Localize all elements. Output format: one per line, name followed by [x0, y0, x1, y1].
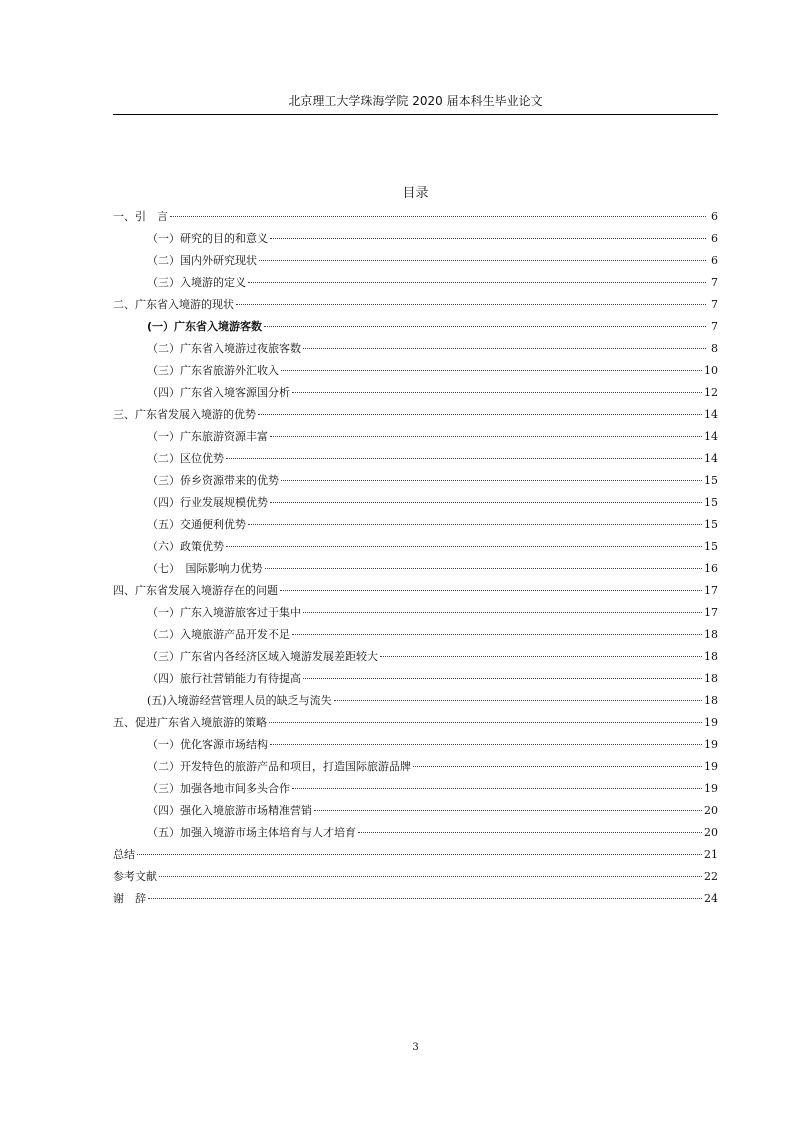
toc-entry[interactable] [113, 624, 718, 646]
dot-leader [303, 348, 706, 349]
toc-entry-page: 6 [711, 232, 718, 245]
dot-leader [270, 238, 706, 239]
toc-entry-title: （一）广东旅游资源丰富 [147, 430, 268, 443]
toc-entry-page: 15 [704, 474, 718, 487]
toc-entry-title: (一）广东省入境游客数 [147, 320, 263, 333]
toc-entry-title: （三）广东省旅游外汇收入 [147, 364, 279, 377]
dot-leader [270, 744, 702, 745]
toc-entry[interactable] [113, 272, 718, 294]
toc-entry-page: 17 [704, 584, 718, 597]
toc-entry-title: （六）政策优势 [147, 540, 224, 553]
toc-entry[interactable] [113, 866, 718, 888]
header-rule [113, 114, 718, 115]
dot-leader [314, 810, 702, 811]
toc-entry[interactable] [113, 360, 718, 382]
toc-entry-page: 17 [704, 606, 718, 619]
toc-entry-page: 19 [704, 738, 718, 751]
toc-entry[interactable] [113, 228, 718, 250]
toc-entry[interactable] [113, 668, 718, 690]
toc-entry-page: 20 [704, 826, 718, 839]
dot-leader [259, 260, 706, 261]
toc-entry-title: （三）广东省内各经济区域入境游发展差距较大 [147, 650, 378, 663]
toc-entry-page: 15 [704, 496, 718, 509]
toc-entry[interactable] [113, 558, 718, 580]
toc-entry-page: 15 [704, 518, 718, 531]
dot-leader [292, 392, 702, 393]
toc-entry-page: 10 [704, 364, 718, 377]
toc-entry-page: 18 [704, 694, 718, 707]
toc-entry-title: 三、广东省发展入境游的优势 [113, 408, 256, 421]
toc-entry-title: （二）国内外研究现状 [147, 254, 257, 267]
toc-entry[interactable] [113, 602, 718, 624]
toc-entry-title: 谢 辞 [113, 892, 146, 905]
toc-entry-title: （七） 国际影响力优势 [147, 562, 263, 575]
toc-entry-title: （五）加强入境游市场主体培育与人才培育 [147, 826, 356, 839]
toc-entry-page: 7 [711, 320, 718, 333]
toc-entry[interactable] [113, 448, 718, 470]
dot-leader [258, 414, 702, 415]
toc-entry[interactable] [113, 778, 718, 800]
toc-entry-page: 19 [704, 716, 718, 729]
toc-entry-title: （四）旅行社营销能力有待提高 [147, 672, 301, 685]
toc-entry-title: （四）行业发展规模优势 [147, 496, 268, 509]
toc-entry[interactable] [113, 426, 718, 448]
toc-entry-page: 20 [704, 804, 718, 817]
toc-entry[interactable] [113, 536, 718, 558]
toc-entry[interactable] [113, 756, 718, 778]
toc-entry[interactable] [113, 712, 718, 734]
toc-entry-page: 7 [711, 298, 718, 311]
toc-entry-page: 14 [704, 430, 718, 443]
toc-entry-title: （二）入境旅游产品开发不足 [147, 628, 290, 641]
dot-leader [292, 788, 702, 789]
toc-entry-page: 21 [704, 848, 718, 861]
toc-entry[interactable] [113, 690, 718, 712]
toc-entry-page: 19 [704, 760, 718, 773]
toc-entry-page: 18 [704, 650, 718, 663]
toc-entry-page: 6 [711, 210, 718, 223]
toc-entry-title: （三）入境游的定义 [147, 276, 246, 289]
toc-entry[interactable] [113, 470, 718, 492]
toc-entry-page: 24 [704, 892, 718, 905]
toc-entry-page: 18 [704, 672, 718, 685]
dot-leader [264, 326, 706, 327]
toc-entry-title: （四）强化入境旅游市场精准营销 [147, 804, 312, 817]
toc-entry-page: 19 [704, 782, 718, 795]
dot-leader [269, 722, 702, 723]
dot-leader [280, 590, 702, 591]
toc-entry-title: 总结 [113, 848, 135, 861]
dot-leader [281, 480, 702, 481]
toc-entry[interactable] [113, 338, 718, 360]
dot-leader [226, 458, 702, 459]
toc-entry[interactable] [113, 382, 718, 404]
dot-leader [248, 524, 702, 525]
toc-entry-title: （一）优化客源市场结构 [147, 738, 268, 751]
toc-entry-page: 7 [711, 276, 718, 289]
dot-leader [159, 876, 702, 877]
dot-leader [380, 656, 702, 657]
toc-entry-title: 二、广东省入境游的现状 [113, 298, 234, 311]
toc-entry[interactable] [113, 514, 718, 536]
page-number: 3 [412, 1042, 419, 1053]
page-header: 北京理工大学珠海学院 2020 届本科生毕业论文 [288, 94, 543, 108]
toc-entry-page: 16 [704, 562, 718, 575]
dot-leader [413, 766, 702, 767]
toc-entry[interactable] [113, 646, 718, 668]
dot-leader [303, 678, 702, 679]
dot-leader [148, 898, 702, 899]
dot-leader [358, 832, 702, 833]
toc-title: 目录 [402, 186, 429, 201]
toc-entry[interactable] [113, 844, 718, 866]
toc-entry-page: 8 [711, 342, 718, 355]
toc-entry-title: （二）广东省入境游过夜旅客数 [147, 342, 301, 355]
toc-entry-title: （三）加强各地市间多头合作 [147, 782, 290, 795]
dot-leader [334, 700, 702, 701]
toc-entry-title: （四）广东省入境客源国分析 [147, 386, 290, 399]
toc-entry[interactable] [113, 580, 718, 602]
toc-entry-title: （三）侨乡资源带来的优势 [147, 474, 279, 487]
dot-leader [270, 502, 702, 503]
dot-leader [170, 216, 706, 217]
toc-entry-title: （五）交通便利优势 [147, 518, 246, 531]
toc-entry-title: 参考文献 [113, 870, 157, 883]
toc-entry-page: 15 [704, 540, 718, 553]
dot-leader [236, 304, 706, 305]
toc-entry-page: 12 [704, 386, 718, 399]
dot-leader [303, 612, 702, 613]
dot-leader [265, 568, 703, 569]
toc-entry[interactable] [113, 800, 718, 822]
toc-entry-page: 14 [704, 408, 718, 421]
toc-entry[interactable] [113, 404, 718, 426]
toc-entry[interactable] [113, 250, 718, 272]
toc-entry-title: （二）开发特色的旅游产品和项目，打造国际旅游品牌 [147, 760, 411, 773]
table-of-contents [113, 206, 718, 910]
toc-entry-title: (五)入境游经营管理人员的缺乏与流失 [147, 694, 332, 707]
toc-entry-page: 22 [704, 870, 718, 883]
toc-entry-title: 四、广东省发展入境游存在的问题 [113, 584, 278, 597]
toc-entry[interactable] [113, 492, 718, 514]
toc-entry[interactable] [113, 206, 718, 228]
toc-entry-title: （一）研究的目的和意义 [147, 232, 268, 245]
dot-leader [137, 854, 702, 855]
dot-leader [248, 282, 706, 283]
toc-entry[interactable] [113, 888, 718, 910]
toc-entry-title: （二）区位优势 [147, 452, 224, 465]
toc-entry[interactable] [113, 316, 718, 338]
toc-entry[interactable] [113, 734, 718, 756]
toc-entry-page: 18 [704, 628, 718, 641]
toc-entry-title: 一、引 言 [113, 210, 168, 223]
dot-leader [270, 436, 702, 437]
toc-entry-page: 6 [711, 254, 718, 267]
toc-entry-page: 14 [704, 452, 718, 465]
toc-entry[interactable] [113, 294, 718, 316]
dot-leader [292, 634, 702, 635]
dot-leader [281, 370, 702, 371]
toc-entry[interactable] [113, 822, 718, 844]
dot-leader [226, 546, 702, 547]
toc-entry-title: （一）广东入境游旅客过于集中 [147, 606, 301, 619]
toc-entry-title: 五、促进广东省入境旅游的策略 [113, 716, 267, 729]
